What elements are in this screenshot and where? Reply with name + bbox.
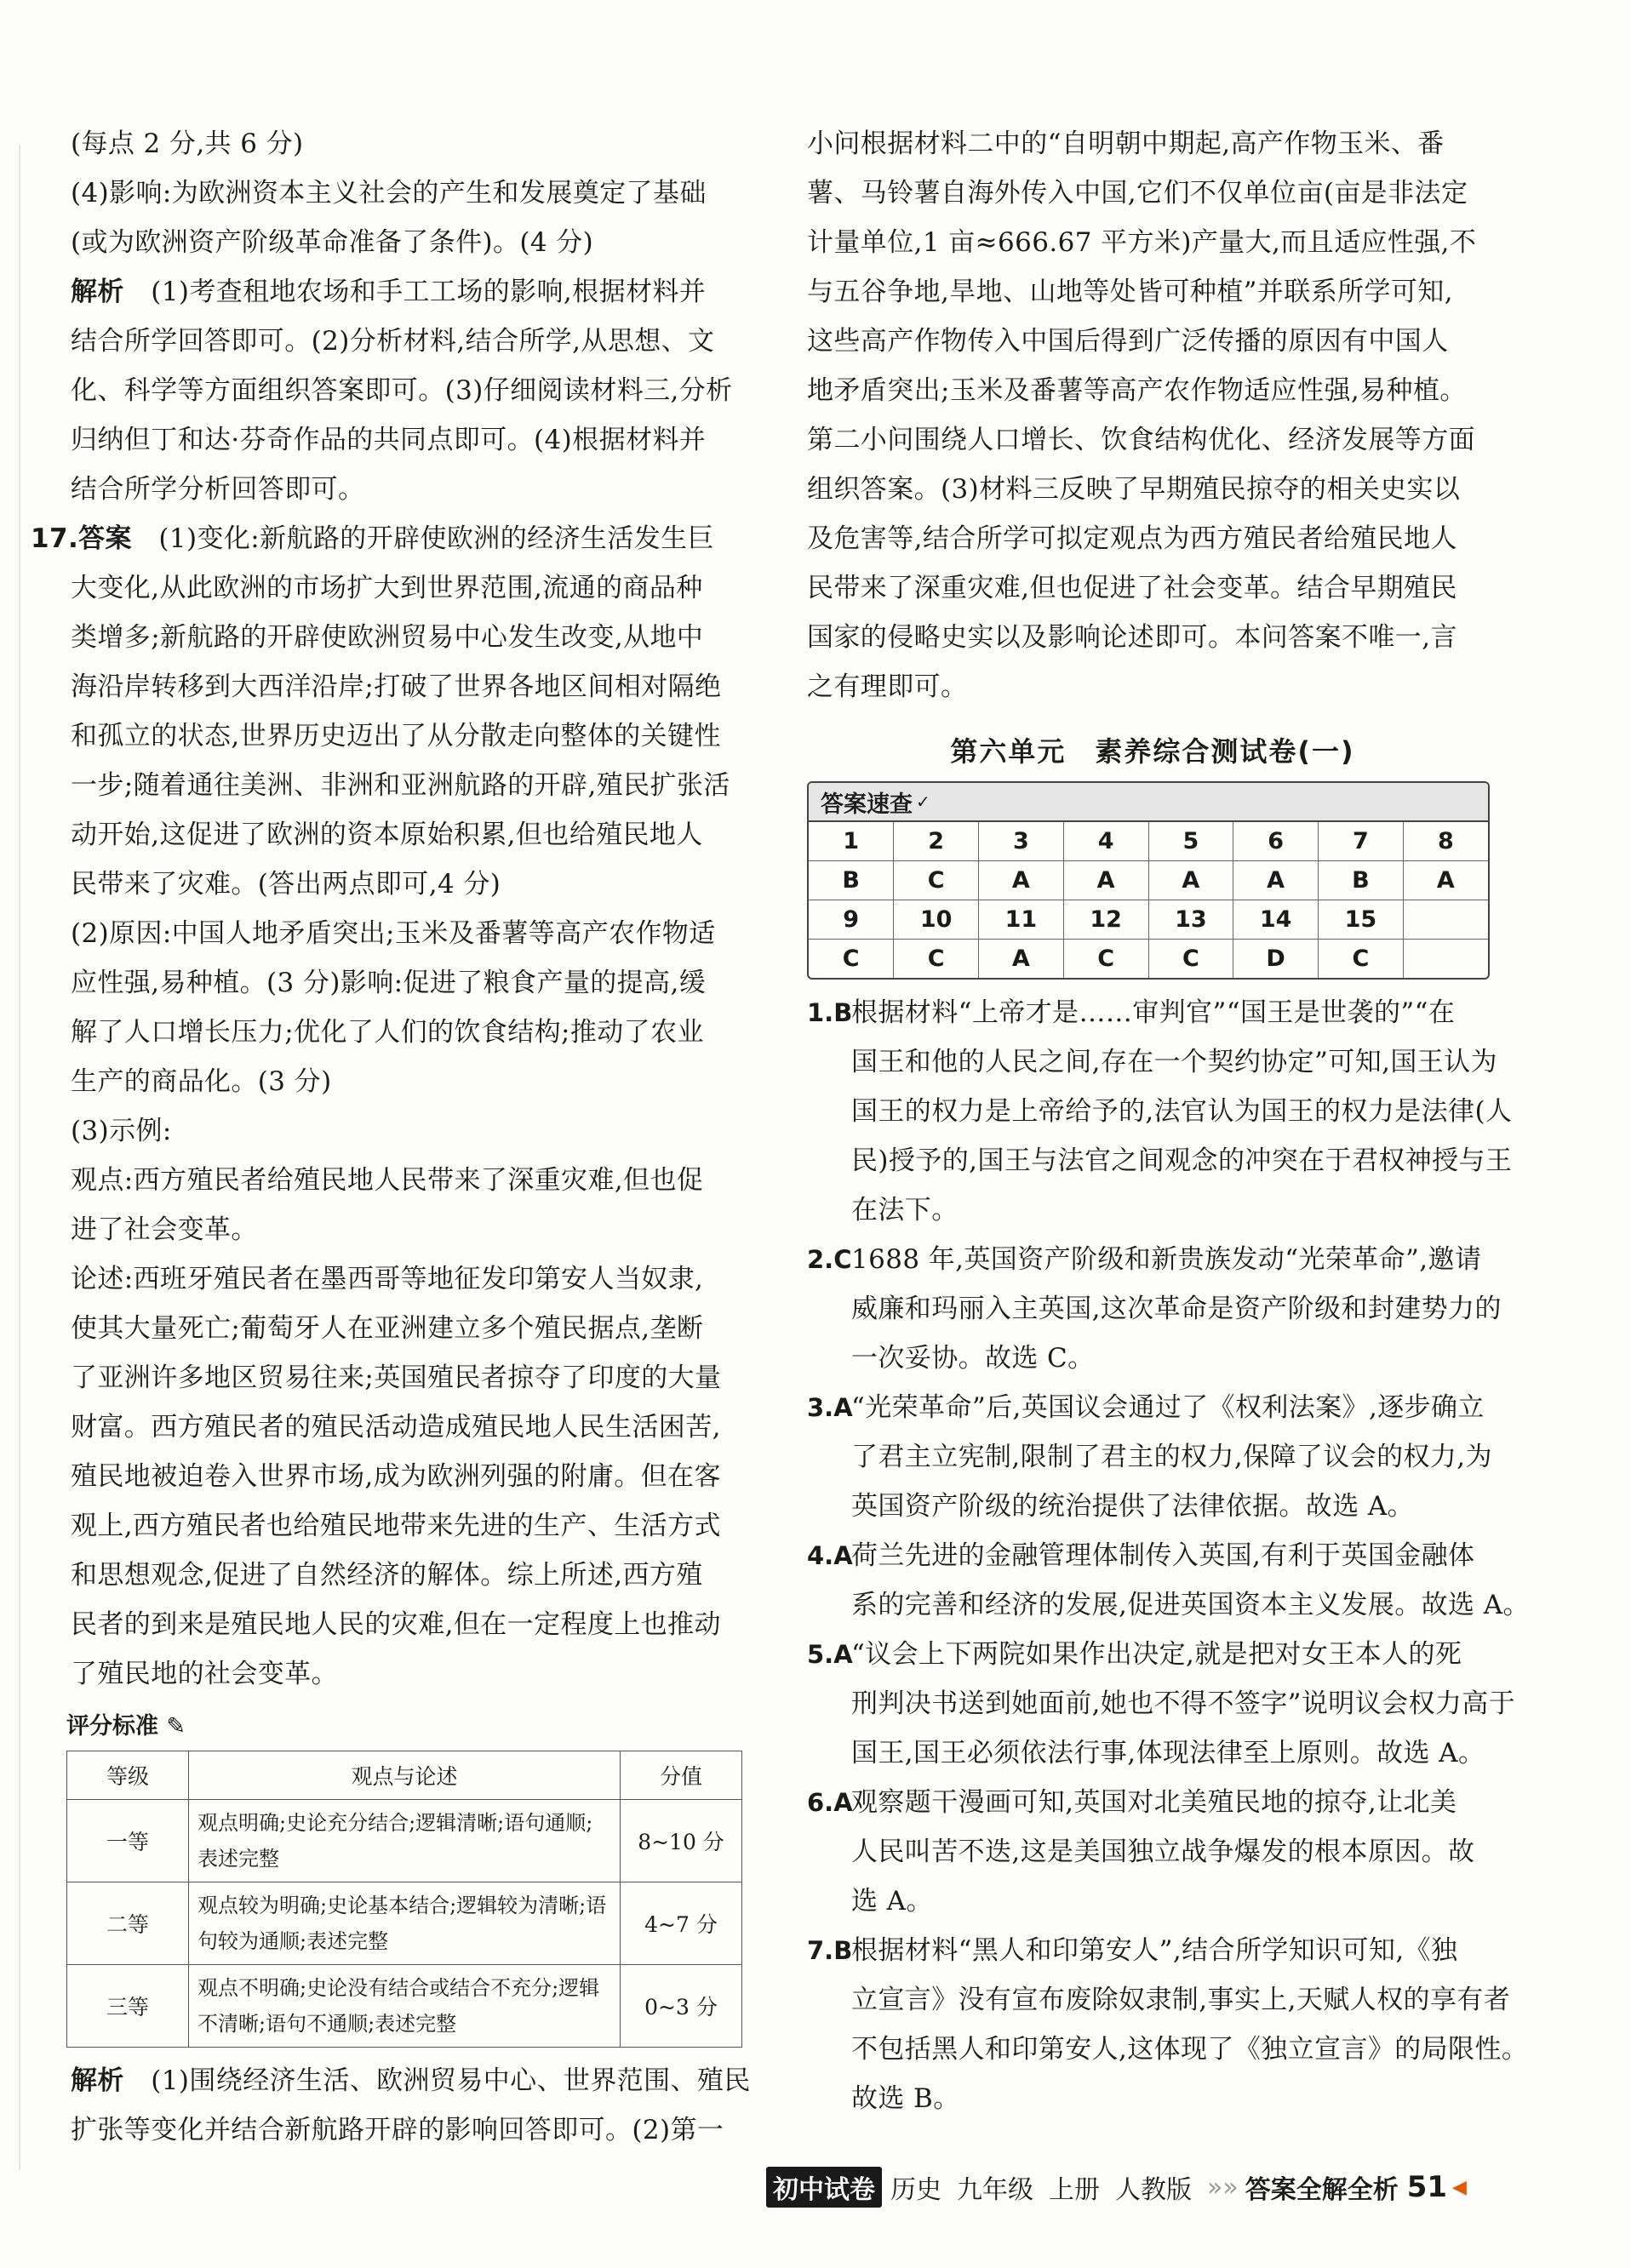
section-title: 第六单元 素养综合测试卷(一) [950, 735, 1355, 768]
quick-cell: 2 [894, 822, 979, 861]
text-line: 及危害等,结合所学可拟定观点为西方殖民者给殖民地人 [807, 523, 1457, 554]
text-line: 小问根据材料二中的“自明朝中期起,高产作物玉米、番 [807, 129, 1445, 159]
text-line: 国王和他的人民之间,存在一个契约协定”可知,国王认为 [851, 1047, 1497, 1077]
text-line: 与五谷争地,旱地、山地等处皆可种植”并联系所学可知, [807, 277, 1453, 307]
question-number: 17. [31, 523, 79, 554]
text-line: 人民叫苦不迭,这是美国独立战争爆发的根本原因。故 [851, 1837, 1475, 1867]
grading-standard-heading: 评分标准 ✎ [66, 1713, 186, 1740]
text-line: 归纳但丁和达·芬奇作品的共同点即可。(4)根据材料并 [71, 425, 707, 455]
item-number: 1.B [807, 998, 853, 1027]
text-line: 观察题干漫画可知,英国对北美殖民地的掠夺,让北美 [851, 1787, 1457, 1818]
item-number: 7.B [807, 1936, 853, 1965]
text-line: 结合所学分析回答即可。 [71, 474, 365, 505]
text-line: (2)原因:中国人地矛盾突出;玉米及番薯等高产农作物适 [71, 918, 716, 949]
answer-item [807, 1383, 1498, 1531]
text-line: 大变化,从此欧洲的市场扩大到世界范围,流通的商品种 [71, 573, 703, 603]
quick-cell: 11 [979, 900, 1064, 940]
text-line: 之有理即可。 [807, 671, 968, 702]
quick-cell: C [894, 861, 979, 900]
grading-header: 分值 [621, 1751, 742, 1800]
text-line: 地矛盾突出;玉米及番薯等高产农作物适应性强,易种植。 [807, 375, 1467, 406]
quick-cell [1403, 940, 1488, 979]
quick-row [809, 861, 1488, 900]
analysis-label: 解析 [71, 2065, 124, 2096]
text-line: 和思想观念,促进了自然经济的解体。综上所述,西方殖 [71, 1560, 703, 1591]
text-line: 民)授予的,国王与法官之间观念的冲突在于君权神授与王 [851, 1145, 1513, 1176]
text-line: 国家的侵略史实以及影响论述即可。本问答案不唯一,言 [807, 622, 1457, 653]
quick-cell: 1 [809, 822, 894, 861]
text-line: 组织答案。(3)材料三反映了早期殖民掠夺的相关史实以 [807, 474, 1461, 505]
text-line: 英国资产阶级的统治提供了法律依据。故选 A。 [851, 1491, 1415, 1522]
text-line: 动开始,这促进了欧洲的资本原始积累,但也给殖民地人 [71, 820, 703, 850]
quick-cell [1403, 900, 1488, 940]
right-column [807, 119, 1530, 2123]
text-line: 一步;随着通往美洲、非洲和亚洲航路的开辟,殖民扩张活 [71, 770, 730, 801]
answer-item [807, 1630, 1516, 1778]
text-line: 殖民地被迫卷入世界市场,成为欧洲列强的附庸。但在客 [71, 1461, 721, 1492]
text-line: 国王,国王必须依法行事,体现法律至上原则。故选 A。 [851, 1738, 1485, 1768]
grading-score: 8~10 分 [621, 1800, 742, 1882]
text-line: 这些高产作物传入中国后得到广泛传播的原因有中国人 [807, 326, 1449, 357]
footer-subject: 历史 [890, 2175, 941, 2205]
text-line: 荷兰先进的金融管理体制传入英国,有利于英国金融体 [851, 1540, 1475, 1571]
quick-check-header: 答案速查 ✓ [809, 783, 1488, 822]
quick-cell: A [1233, 861, 1319, 900]
quick-cell: 12 [1063, 900, 1148, 940]
text-line: “光荣革命”后,英国议会通过了《权利法案》,逐步确立 [851, 1392, 1485, 1423]
quick-cell: C [1319, 940, 1404, 979]
quick-cell: 6 [1233, 822, 1319, 861]
text-line: 选 A。 [851, 1886, 933, 1917]
leaf-icon: ✎ [166, 1713, 186, 1740]
text-line: 了君主立宪制,限制了君主的权力,保障了议会的权力,为 [851, 1442, 1492, 1472]
quick-cell: 10 [894, 900, 979, 940]
page-number: 51 [1406, 2170, 1448, 2204]
quick-cell: 7 [1319, 822, 1404, 861]
answer-item [807, 1531, 1530, 1630]
item-number: 2.C [807, 1245, 852, 1274]
quick-row [809, 940, 1488, 979]
margin-rule [19, 145, 20, 2170]
grading-row [67, 1882, 742, 1965]
grading-row [67, 1965, 742, 2048]
grading-header: 观点与论述 [189, 1751, 621, 1800]
text-line: 类增多;新航路的开辟使欧洲贸易中心发生改变,从地中 [71, 622, 704, 653]
text-line: 了亚洲许多地区贸易往来;英国殖民者掠夺了印度的大量 [71, 1363, 722, 1393]
text-line: 根据材料“黑人和印第安人”,结合所学知识可知,《独 [851, 1935, 1458, 1966]
text-line: 1688 年,英国资产阶级和新贵族发动“光荣革命”,邀请 [851, 1244, 1482, 1275]
text-line: 根据材料“上帝才是……审判官”“国王是世袭的”“在 [851, 997, 1456, 1028]
triangle-marker-icon: ◀ [1452, 2176, 1467, 2198]
text-line: 论述:西班牙殖民者在墨西哥等地征发印第安人当奴隶, [71, 1264, 704, 1294]
quick-row [809, 822, 1488, 861]
left-column [31, 119, 753, 2155]
text-line: 了殖民地的社会变革。 [71, 1659, 338, 1689]
text-line: 扩张等变化并结合新航路开辟的影响回答即可。(2)第一 [71, 2115, 724, 2145]
text-line: 和孤立的状态,世界历史迈出了从分散走向整体的关键性 [71, 721, 721, 751]
text-line: 结合所学回答即可。(2)分析材料,结合所学,从思想、文 [71, 326, 715, 357]
quick-cell: 9 [809, 900, 894, 940]
text-line: 第二小问围绕人口增长、饮食结构优化、经济发展等方面 [807, 425, 1475, 455]
quick-cell: B [1319, 861, 1404, 900]
text-line: 民带来了灾难。(答出两点即可,4 分) [71, 869, 501, 900]
text-line: 系的完善和经济的发展,促进英国资本主义发展。故选 A。 [851, 1590, 1530, 1620]
text-line: 计量单位,1 亩≈666.67 平方米)产量大,而且适应性强,不 [807, 227, 1477, 258]
text-line: (3)示例: [71, 1116, 172, 1146]
quick-cell: C [894, 940, 979, 979]
text-line: 解了人口增长压力;优化了人们的饮食结构;推动了农业 [71, 1017, 704, 1048]
grading-score: 4~7 分 [621, 1882, 742, 1965]
item-number: 6.A [807, 1788, 853, 1817]
quick-cell: C [809, 940, 894, 979]
grading-desc: 观点明确;史论充分结合;逻辑清晰;语句通顺;表述完整 [189, 1800, 621, 1882]
quick-cell: A [1148, 861, 1233, 900]
quick-cell: 4 [1063, 822, 1148, 861]
footer-title: 答案全解全析 [1245, 2175, 1399, 2205]
item-number: 4.A [807, 1541, 853, 1570]
text-line: 立宣言》没有宣布废除奴隶制,事实上,天赋人权的享有者 [851, 1985, 1511, 2015]
text-line: 民者的到来是殖民地人民的灾难,但在一定程度上也推动 [71, 1609, 721, 1640]
grading-table [66, 1751, 742, 2048]
analysis-label: 解析 [71, 277, 124, 307]
text-line: 民带来了深重灾难,但也促进了社会变革。结合早期殖民 [807, 573, 1457, 603]
quick-cell: A [1403, 861, 1488, 900]
quick-cell: 15 [1319, 900, 1404, 940]
text-line: 进了社会变革。 [71, 1214, 258, 1245]
answer-label: 答案 [78, 523, 132, 554]
text-line: 使其大量死亡;葡萄牙人在亚洲建立多个殖民据点,垄断 [71, 1313, 704, 1344]
grading-desc: 观点较为明确;史论基本结合;逻辑较为清晰;语句较为通顺;表述完整 [189, 1882, 621, 1965]
quick-cell: D [1233, 940, 1319, 979]
footer-grade: 九年级 [957, 2175, 1033, 2205]
text-line: (或为欧洲资产阶级革命准备了条件)。(4 分) [71, 227, 594, 258]
answer-item [807, 1778, 1498, 1926]
text-line: 应性强,易种植。(3 分)影响:促进了粮食产量的提高,缓 [71, 968, 707, 998]
page-footer [766, 2168, 1467, 2206]
item-number: 5.A [807, 1640, 853, 1669]
grading-score: 0~3 分 [621, 1965, 742, 2048]
analysis-line: 解析 (1)围绕经济生活、欧洲贸易中心、世界范围、殖民 [71, 2065, 751, 2096]
text-line: 国王的权力是上帝给予的,法官认为国王的权力是法律(人 [851, 1096, 1513, 1127]
text-line: 一次妥协。故选 C。 [851, 1343, 1095, 1374]
grading-level: 三等 [67, 1965, 189, 2048]
text-line: 故选 B。 [851, 2083, 960, 2114]
quick-cell: 13 [1148, 900, 1233, 940]
grading-desc: 观点不明确;史论没有结合或结合不充分;逻辑不清晰;语句不通顺;表述完整 [189, 1965, 621, 2048]
quick-cell: A [1063, 861, 1148, 900]
text-line: 刑判决书送到她面前,她也不得不签字”说明议会权力高于 [851, 1688, 1516, 1719]
quick-cell: 3 [979, 822, 1064, 861]
q17-first-line: 17.答案 (1)变化:新航路的开辟使欧洲的经济生活发生巨 [31, 523, 714, 554]
text-line: 化、科学等方面组织答案即可。(3)仔细阅读材料三,分析 [71, 375, 733, 406]
text-line: 威廉和玛丽入主英国,这次革命是资产阶级和封建势力的 [851, 1294, 1502, 1324]
quick-cell: C [1148, 940, 1233, 979]
answer-quick-check [807, 781, 1490, 980]
analysis-line: 解析 (1)考查租地农场和手工工场的影响,根据材料并 [71, 277, 707, 307]
text-line: (4)影响:为欧洲资本主义社会的产生和发展奠定了基础 [71, 178, 707, 209]
grading-header: 等级 [67, 1751, 189, 1800]
quick-cell: A [979, 940, 1064, 979]
text-line: (每点 2 分,共 6 分) [71, 129, 304, 159]
quick-row [809, 900, 1488, 940]
text-line: 不包括黑人和印第安人,这体现了《独立宣言》的局限性。 [851, 2034, 1529, 2065]
text-line: 生产的商品化。(3 分) [71, 1066, 332, 1097]
footer-volume: 上册 [1049, 2175, 1100, 2205]
quick-cell: B [809, 861, 894, 900]
answer-item [807, 1926, 1529, 2123]
quick-cell: 8 [1403, 822, 1488, 861]
answer-item [807, 988, 1513, 1235]
text-line: 财富。西方殖民者的殖民活动造成殖民地人民生活困苦, [71, 1412, 721, 1442]
quick-cell: 14 [1233, 900, 1319, 940]
text-line: 在法下。 [851, 1195, 959, 1225]
grading-level: 二等 [67, 1882, 189, 1965]
quick-cell: 5 [1148, 822, 1233, 861]
series-badge: 初中试卷 [766, 2167, 882, 2208]
grading-row [67, 1800, 742, 1882]
quick-cell: A [979, 861, 1064, 900]
text-line: 薯、马铃薯自海外传入中国,它们不仅单位亩(亩是非法定 [807, 178, 1468, 209]
quick-cell: C [1063, 940, 1148, 979]
item-number: 3.A [807, 1393, 853, 1422]
text-line: 海沿岸转移到大西洋沿岸;打破了世界各地区间相对隔绝 [71, 671, 722, 702]
footer-edition: 人教版 [1115, 2175, 1192, 2205]
text-line: 观上,西方殖民者也给殖民地带来先进的生产、生活方式 [71, 1511, 721, 1541]
text-line: “议会上下两院如果作出决定,就是把对女王本人的死 [851, 1639, 1462, 1670]
answer-item [807, 1235, 1502, 1383]
text-line: 观点:西方殖民者给殖民地人民带来了深重灾难,但也促 [71, 1165, 704, 1196]
check-icon: ✓ [916, 791, 930, 812]
grading-level: 一等 [67, 1800, 189, 1882]
double-chevron-icon: »» [1207, 2172, 1239, 2202]
